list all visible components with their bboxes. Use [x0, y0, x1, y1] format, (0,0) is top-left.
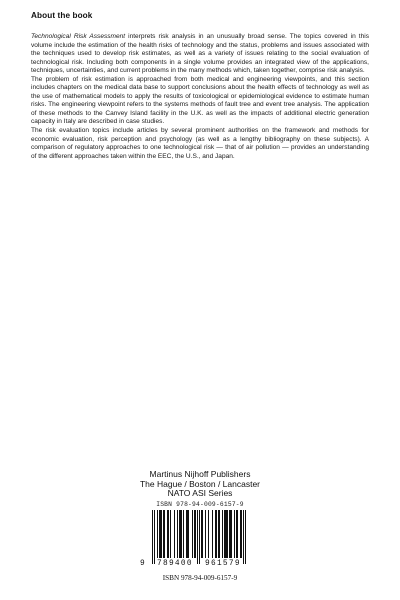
- publisher-block: [0, 470, 400, 499]
- book-description: [31, 33, 369, 161]
- barcode-bar: [215, 510, 217, 558]
- barcode-bar: [159, 510, 162, 558]
- paragraph-1-text: interprets risk analysis in an unusually broad sense. The topics covered in this volume include the estimation of the health risks of technology and the status, problems and issues associated with the techniques used to develop risk estimates, as well as a variety of issues relating to the social evaluation of technological risk. Including both components in a single volume provides an integrated view of the applications, techniques, uncertainties, and current problems in the many methods which, taken together, comprise risk analysis.: [31, 33, 369, 75]
- barcode-digit-first: 9: [140, 560, 145, 568]
- barcode-bar: [234, 510, 235, 558]
- barcode-bar: [229, 510, 232, 558]
- publisher-name: Martinus Nijhoff Publishers: [149, 469, 251, 479]
- barcode-bar: [222, 510, 223, 558]
- barcode-bar: [192, 510, 193, 558]
- barcode-bar: [243, 510, 244, 564]
- publisher-cities: The Hague / Boston / Lancaster: [139, 478, 261, 489]
- barcode-bar: [167, 510, 169, 558]
- description-paragraph-1: [31, 33, 369, 76]
- barcode-bar: [224, 510, 228, 558]
- barcode-bar: [179, 510, 182, 558]
- barcode-bar: [218, 510, 220, 558]
- barcode-bar: [163, 510, 165, 558]
- barcode-bar: [240, 510, 242, 558]
- barcode-bar: [197, 510, 198, 564]
- description-paragraph-3: The risk evaluation topics include articles by several prominent authorities on the framework and methods for economic evaluation, risk perception and psychology (as well as a lengthy bibliography on these subjects). A comparison of regulatory approaches to one technological risk — that of air pollution — provides an understanding of the different approaches taken within the EEC, the U.S., and Japan.: [31, 127, 369, 160]
- barcode-bar: [183, 510, 184, 558]
- barcode-bar: [201, 510, 203, 558]
- barcode-digits-left: 789400: [157, 560, 193, 568]
- barcode-digits-right: 961579: [205, 560, 241, 568]
- isbn-bottom-label: ISBN 978-94-009-6157-9: [162, 574, 238, 582]
- barcode-bar: [154, 510, 155, 564]
- barcode-bar: [208, 510, 209, 558]
- barcode-bar: [245, 510, 246, 564]
- series-name: NATO ASI Series: [167, 488, 233, 498]
- book-title-italic: Technological Risk Assessment: [31, 33, 126, 40]
- barcode-bar: [157, 510, 158, 558]
- barcode-bar: [174, 510, 175, 558]
- barcode-bar: [194, 510, 196, 558]
- description-paragraph-2: The problem of risk estimation is approached from both medical and engineering viewpoints, and this section includes chapters on the medical data base to support conclusions about the health effects of technology as well as the use of mathematical models to apply the results of toxicological or epidemiological evidence to estimate human risks. The engineering viewpoint refers to the systems methods of fault tree and event tree analysis. The application of these methods to the Canvey Island facility in the U.K. as well as the impacts of additional electric generation capacity in Italy are described in case studies.: [31, 75, 369, 126]
- barcode-bar: [170, 510, 171, 558]
- section-heading: About the book: [31, 11, 93, 20]
- barcode-bar: [212, 510, 213, 558]
- barcode-bar: [236, 510, 238, 558]
- barcode-bar: [177, 510, 178, 558]
- isbn-top-label: ISBN 978-94-009-6157-9: [156, 501, 244, 508]
- barcode-bar: [152, 510, 153, 564]
- barcode-bar: [186, 510, 189, 558]
- barcode-bar: [205, 510, 206, 558]
- barcode-bar: [199, 510, 200, 564]
